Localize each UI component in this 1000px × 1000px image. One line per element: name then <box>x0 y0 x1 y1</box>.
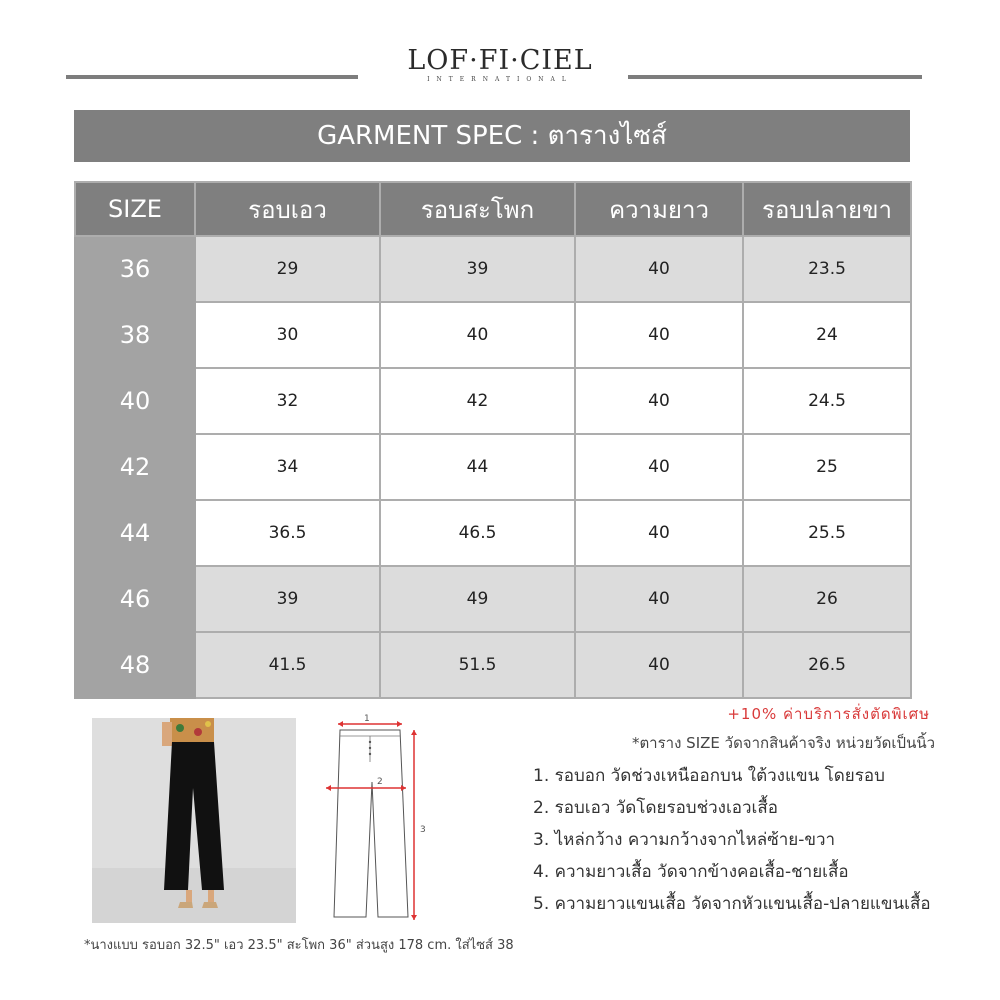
hem-cell: 25.5 <box>743 500 911 566</box>
hip-cell: 44 <box>380 434 575 500</box>
size-cell: 38 <box>75 302 195 368</box>
model-note: *นางแบบ รอบอก 32.5" เอว 23.5" สะโพก 36" ส่วนสูง 178 cm. ใส่ไซส์ 38 <box>84 938 514 953</box>
hem-cell: 24.5 <box>743 368 911 434</box>
length-cell: 40 <box>575 500 743 566</box>
sketch-label-3: 3 <box>420 825 426 835</box>
brand-name: LOF·FI·CIEL <box>407 45 593 76</box>
hip-cell: 49 <box>380 566 575 632</box>
size-cell: 48 <box>75 632 195 698</box>
waist-cell: 39 <box>195 566 380 632</box>
sketch-label-1: 1 <box>364 714 370 724</box>
hip-cell: 51.5 <box>380 632 575 698</box>
hem-cell: 25 <box>743 434 911 500</box>
instruction-item: 5. ความยาวแขนเสื้อ วัดจากหัวแขนเสื้อ-ปลายแขนเสื้อ <box>533 894 931 914</box>
size-cell: 40 <box>75 368 195 434</box>
header-hip: รอบสะโพก <box>380 182 575 236</box>
hip-cell: 40 <box>380 302 575 368</box>
header-length: ความยาว <box>575 182 743 236</box>
length-cell: 40 <box>575 566 743 632</box>
trouser-sketch <box>322 712 442 924</box>
waist-cell: 29 <box>195 236 380 302</box>
size-cell: 36 <box>75 236 195 302</box>
sketch-label-2: 2 <box>377 777 383 787</box>
table-row <box>75 236 911 302</box>
header-waist: รอบเอว <box>195 182 380 236</box>
length-cell: 40 <box>575 368 743 434</box>
waist-cell: 34 <box>195 434 380 500</box>
table-row <box>75 632 911 698</box>
measurement-instructions <box>533 762 963 922</box>
waist-cell: 36.5 <box>195 500 380 566</box>
brand-subtitle: INTERNATIONAL <box>427 76 573 83</box>
hem-cell: 24 <box>743 302 911 368</box>
instruction-item: 4. ความยาวเสื้อ วัดจากข้างคอเสื้อ-ชายเสื้อ <box>533 862 849 882</box>
size-cell: 44 <box>75 500 195 566</box>
model-photo <box>92 718 296 923</box>
size-cell: 46 <box>75 566 195 632</box>
hip-cell: 46.5 <box>380 500 575 566</box>
header-rule-left <box>66 75 358 79</box>
length-cell: 40 <box>575 302 743 368</box>
hem-cell: 26.5 <box>743 632 911 698</box>
page-title: GARMENT SPEC : ตารางไซส์ <box>74 110 910 162</box>
length-cell: 40 <box>575 632 743 698</box>
table-row <box>75 368 911 434</box>
table-row <box>75 500 911 566</box>
length-cell: 40 <box>575 434 743 500</box>
hip-cell: 39 <box>380 236 575 302</box>
header-rule-right <box>628 75 922 79</box>
custom-fee-note: +10% ค่าบริการสั่งตัดพิเศษ <box>727 705 930 723</box>
table-row <box>75 302 911 368</box>
instruction-item: 1. รอบอก วัดช่วงเหนืออกบน ใต้วงแขน โดยรอบ <box>533 766 885 786</box>
size-note: *ตาราง SIZE วัดจากสินค้าจริง หน่วยวัดเป็นนิ้ว <box>631 734 935 752</box>
size-cell: 42 <box>75 434 195 500</box>
header-size: SIZE <box>75 182 195 236</box>
hem-cell: 26 <box>743 566 911 632</box>
hem-cell: 23.5 <box>743 236 911 302</box>
size-table <box>74 181 912 699</box>
waist-cell: 30 <box>195 302 380 368</box>
waist-cell: 41.5 <box>195 632 380 698</box>
table-row <box>75 434 911 500</box>
waist-cell: 32 <box>195 368 380 434</box>
brand-logo <box>380 44 620 83</box>
table-row <box>75 566 911 632</box>
instruction-item: 2. รอบเอว วัดโดยรอบช่วงเอวเสื้อ <box>533 798 778 818</box>
hip-cell: 42 <box>380 368 575 434</box>
header-hem: รอบปลายขา <box>743 182 911 236</box>
length-cell: 40 <box>575 236 743 302</box>
instruction-item: 3. ไหล่กว้าง ความกว้างจากไหล่ซ้าย-ขวา <box>533 830 836 850</box>
table-header-row <box>75 182 911 236</box>
